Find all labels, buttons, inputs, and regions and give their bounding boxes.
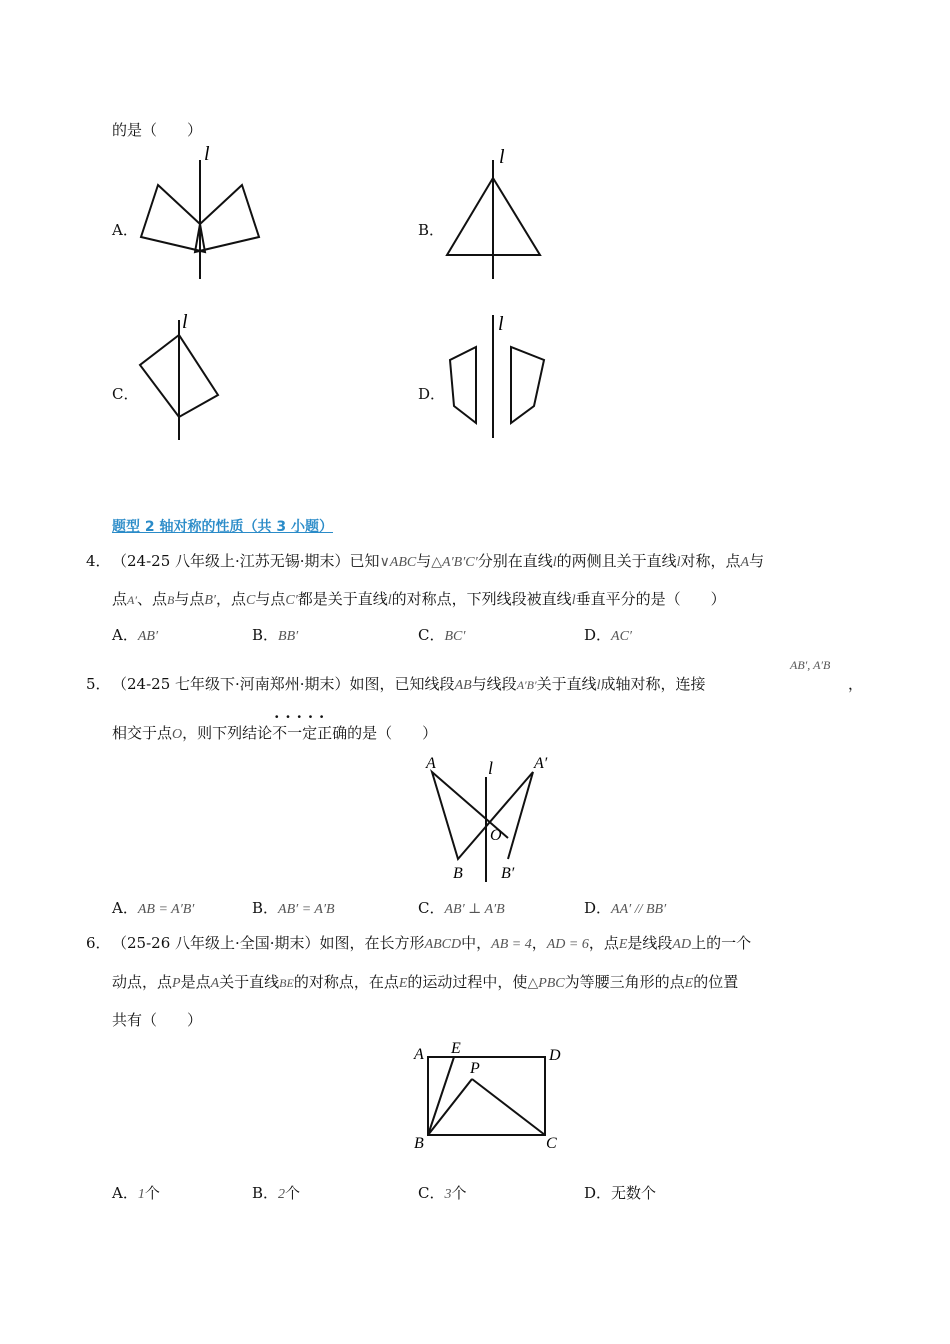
q4-Cp: C′ <box>285 593 298 608</box>
q4-Ap: A′ <box>127 593 137 607</box>
q6-E3: E <box>684 976 694 991</box>
q5-line2 <box>112 708 438 743</box>
q4-Bp: B′ <box>204 593 216 608</box>
q6-fig-D: D <box>549 1047 561 1064</box>
q4-option-d <box>584 624 632 645</box>
q6-source: （25-26 八年级上·全国·期末）如图，在长方形 <box>112 934 425 952</box>
q6-fig-C: C <box>546 1135 557 1152</box>
q4-l4: l <box>571 593 576 608</box>
q6-t3: 是线段 <box>627 934 673 952</box>
q5-fig-O: O <box>490 827 502 844</box>
q5-option-d <box>584 897 666 918</box>
q6-option-b-label: B． <box>252 1184 279 1202</box>
section-title: 题型 2 轴对称的性质（共 3 小题） <box>112 519 333 535</box>
q6-fig-A: A <box>414 1046 424 1063</box>
q4-t8: 与点 <box>174 590 205 608</box>
q6-ab: AB = 4 <box>491 937 532 952</box>
q4-option-b-label: B． <box>252 626 279 644</box>
q3-figure-b <box>440 145 560 285</box>
q5-emphasis-text: 不一定正确 <box>272 724 348 742</box>
q4-C: C <box>246 593 256 608</box>
q6-c1: ， <box>531 934 547 952</box>
q5-t2: 关于直线 <box>536 675 597 693</box>
q6-E2: E <box>398 976 408 991</box>
q5-line1 <box>112 673 706 694</box>
q4-option-b <box>252 624 298 645</box>
q5-comma: ， <box>848 675 864 693</box>
q5-O: O <box>172 727 183 742</box>
q4-t12: 的对称点，下列线段被直线 <box>391 590 572 608</box>
q5-t3: 成轴对称，连接 <box>600 675 706 693</box>
q4-option-c-value: BC′ <box>444 629 466 644</box>
q4-option-c <box>418 624 465 645</box>
q6-option-c-num: 3 <box>444 1187 452 1202</box>
q5-emphasis <box>272 708 348 742</box>
q6-line2c: 关于直线 <box>219 973 280 991</box>
q3-figure-c <box>130 310 250 450</box>
q4-number: 4． <box>86 552 111 570</box>
q6-option-c <box>418 1182 467 1203</box>
q6-ad: AD = 6 <box>546 937 589 952</box>
q4-option-b-value: BB′ <box>278 629 299 644</box>
q4-t4: 对称，点 <box>680 552 741 570</box>
q5-emphasis-dots: ····· <box>274 708 331 726</box>
q5-option-c <box>418 897 505 918</box>
q4-option-c-label: C． <box>418 626 445 644</box>
q6-option-b-unit: 个 <box>285 1184 301 1202</box>
q5-lines: AB′, A′B <box>790 658 831 672</box>
q4-t2: 分别在直线 <box>477 552 553 570</box>
q6-option-a-label: A． <box>112 1184 138 1202</box>
q5-option-d-label: D． <box>584 899 612 917</box>
q6-line2g: 的位置 <box>693 973 739 991</box>
q3-figure-a <box>130 145 270 285</box>
q6-option-a <box>112 1182 160 1203</box>
q6-figure <box>408 1036 568 1156</box>
q6-option-d <box>584 1182 656 1203</box>
q3-figure-c-axis-label: l <box>182 311 188 333</box>
q5-line2b: ，则下列结论 <box>182 724 273 742</box>
q5-option-b <box>252 897 335 918</box>
q6-line2f: 为等腰三角形的点 <box>564 973 685 991</box>
q5-option-b-label: B． <box>252 899 279 917</box>
q4-line1 <box>112 550 764 571</box>
q5-option-a <box>112 897 194 918</box>
q4-option-d-label: D． <box>584 626 612 644</box>
q5-t1: 与线段 <box>471 675 517 693</box>
q3-option-c-label: C． <box>112 385 139 403</box>
q4-t5: 与 <box>749 552 765 570</box>
q6-t2: ，点 <box>588 934 619 952</box>
q5-fig-B: B <box>453 865 463 882</box>
q4-l1: l <box>552 555 557 570</box>
q4-tri2: △A′B′C′ <box>431 555 478 570</box>
q5-line2a: 相交于点 <box>112 724 173 742</box>
q4-t1: 与 <box>416 552 432 570</box>
q6-option-b-num: 2 <box>278 1187 286 1202</box>
q4-source: （24-25 八年级上·江苏无锡·期末）已知 <box>112 552 380 570</box>
q4-option-a <box>112 624 158 645</box>
q6-option-b <box>252 1182 300 1203</box>
q5-l: l <box>596 678 601 693</box>
q4-t11: 都是关于直线 <box>297 590 388 608</box>
q3-figure-d-axis-label: l <box>498 313 504 335</box>
q4-l2: l <box>676 555 681 570</box>
q4-B: B <box>167 593 175 607</box>
q6-AD: AD <box>672 937 692 952</box>
q6-option-d-label: D． <box>584 1184 612 1202</box>
q6-line1 <box>112 932 751 953</box>
q5-fig-Ap: A′ <box>534 755 548 772</box>
q6-fig-B: B <box>414 1135 424 1152</box>
q6-fig-E: E <box>451 1040 461 1057</box>
q5-figure <box>420 752 560 887</box>
q5-fig-Bp: B′ <box>501 865 515 882</box>
q6-line2 <box>112 971 738 992</box>
q6-rect: ABCD <box>424 937 462 952</box>
q3-figure-d <box>440 310 560 450</box>
q5-fig-A: A <box>426 755 436 772</box>
q6-option-c-label: C． <box>418 1184 445 1202</box>
q3-figure-a-axis-label: l <box>204 143 210 165</box>
q4-t7: 、点 <box>136 590 167 608</box>
q5-number: 5． <box>86 675 111 693</box>
q6-A: A <box>210 976 220 991</box>
q4-t3: 的两侧且关于直线 <box>556 552 677 570</box>
q5-option-a-label: A． <box>112 899 138 917</box>
q3-option-a-label: A． <box>112 221 138 239</box>
q6-t4: 上的一个 <box>691 934 752 952</box>
q6-option-a-unit: 个 <box>144 1184 160 1202</box>
q6-line2d: 的对称点，在点 <box>293 973 399 991</box>
q4-option-a-value: AB′ <box>137 629 159 644</box>
q6-line2e: 的运动过程中，使 <box>407 973 528 991</box>
q3-stem-tail: 的是（ ） <box>112 121 203 139</box>
q5-option-b-value: AB′ = A′B <box>278 902 335 917</box>
q5-line2c: 的是（ ） <box>347 724 438 742</box>
q3-option-b-label: B． <box>418 221 445 239</box>
q6-t1: 中， <box>461 934 492 952</box>
q6-line3: 共有（ ） <box>112 1011 203 1029</box>
q4-t13: 垂直平分的是（ ） <box>575 590 726 608</box>
q4-option-a-label: A． <box>112 626 138 644</box>
q6-fig-P: P <box>470 1060 480 1077</box>
q5-option-a-value: AB = A′B′ <box>137 902 195 917</box>
q5-option-d-value: AA′ // BB′ <box>611 902 667 917</box>
q4-t10: 与点 <box>255 590 286 608</box>
q6-line2b: 是点 <box>180 973 211 991</box>
q4-l3: l <box>387 593 392 608</box>
q4-tri1: ∨ABC <box>379 555 417 570</box>
q5-source: （24-25 七年级下·河南郑州·期末）如图，已知线段 <box>112 675 455 693</box>
q6-PBC: △PBC <box>527 976 565 991</box>
q6-option-d-unit: 无数个 <box>611 1184 657 1202</box>
q6-number: 6． <box>86 934 111 952</box>
q5-option-c-label: C． <box>418 899 445 917</box>
q4-t9: ，点 <box>215 590 246 608</box>
q6-option-a-num: 1 <box>137 1187 145 1202</box>
q5-option-c-value: AB′ ⊥ A′B <box>444 902 505 917</box>
q6-option-c-unit: 个 <box>451 1184 467 1202</box>
q3-option-d-label: D． <box>418 385 446 403</box>
q6-BE: BE <box>279 976 294 990</box>
q4-A: A <box>740 555 750 570</box>
q5-fig-l: l <box>488 758 494 778</box>
q6-P: P <box>172 976 181 991</box>
q4-option-d-value: AC′ <box>611 629 632 644</box>
q5-ab: AB <box>454 678 472 693</box>
q6-E: E <box>618 937 628 952</box>
q3-figure-b-axis-label: l <box>499 146 505 168</box>
q4-t6: 点 <box>112 590 128 608</box>
q4-line2 <box>112 588 726 609</box>
q6-line2a: 动点，点 <box>112 973 173 991</box>
q5-apbp: A′B′ <box>516 678 537 692</box>
